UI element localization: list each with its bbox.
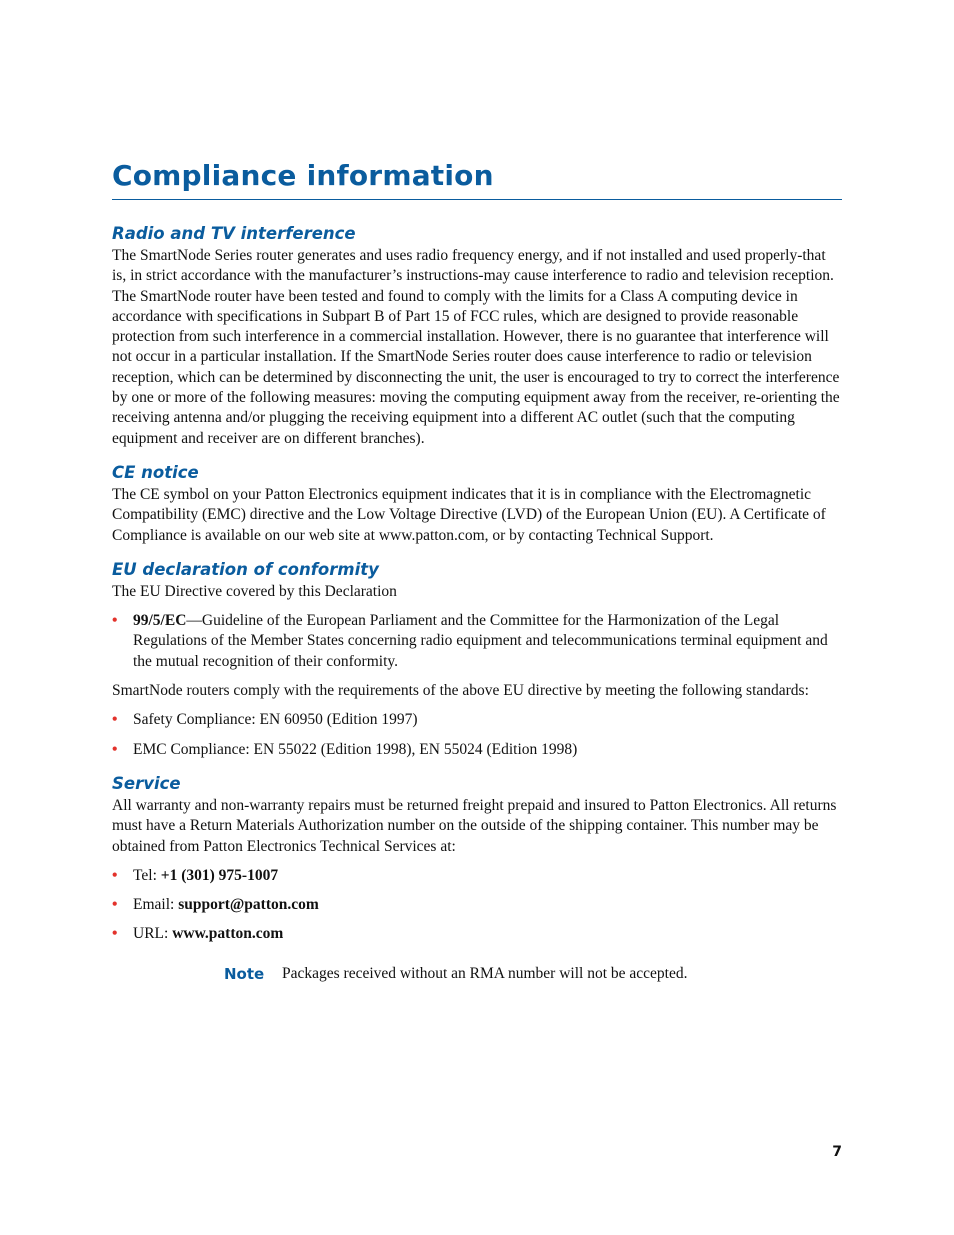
standard-text: Safety Compliance: EN 60950 (Edition 1997): [133, 711, 418, 729]
note: [224, 964, 842, 984]
section-heading: Radio and TV interference: [112, 224, 356, 243]
contact-tel: [112, 866, 842, 886]
contact-label: Email:: [133, 896, 179, 914]
directive-list: [112, 611, 842, 672]
section-service: [112, 772, 842, 984]
section-ce-notice: [112, 461, 842, 546]
list-item: [112, 740, 842, 760]
contact-value: www.patton.com: [172, 925, 284, 943]
section-paragraph: The SmartNode Series router generates and uses radio frequency energy, and if not installed and used properly-that is, in strict accordance with the manufacturer’s instructions-may cause interference to radio and television reception. The SmartNode router have been tested and found to comply with the limits for a Class A computing device in accordance with specifications in Subpart B of Part 15 of FCC rules, which are designed to provide reasonable protection from such interference in a commercial installation. However, there is no guarantee that interference will not occur in a particular installation. If the SmartNode Series router does cause interference to radio or television reception, which can be determined by disconnecting the unit, the user is encouraged to try to correct the interference by one or more of the following measures: moving the computing equipment away from the receiver, re-orienting the receiving antenna and/or plugging the receiving equipment into a different AC outlet (such that the computing equipment and receiver are on different branches).: [112, 247, 840, 447]
list-item: [112, 710, 842, 730]
title-rule: [112, 199, 842, 200]
section-heading: CE notice: [112, 462, 199, 482]
section-heading: Service: [112, 773, 181, 793]
section-radio-tv: [112, 222, 842, 449]
bullet-icon: •: [112, 740, 118, 758]
list-item: [112, 611, 842, 672]
section-eu-declaration: [112, 558, 842, 760]
bullet-icon: •: [112, 612, 118, 630]
directive-code: 99/5/EC: [133, 612, 187, 630]
contact-email: [112, 895, 842, 915]
bullet-icon: •: [112, 711, 118, 729]
content: [112, 222, 842, 996]
page-title: Compliance information: [112, 159, 494, 192]
directive-text: —Guideline of the European Parliament and the Committee for the Harmonization of the Legal Regulations of the Member States concerning radio equipment and telecommunications terminal equipment and the mutual recognition of their conformity.: [133, 612, 828, 670]
bullet-icon: •: [112, 896, 118, 914]
section-paragraph: The CE symbol on your Patton Electronics equipment indicates that it is in compliance with the Electromagnetic Compatibility (EMC) directive and the Low Voltage Directive (LVD) of the European Union (EU). A Certificate of Compliance is available on our web site at www.patton.com, or by contacting Technical Support.: [112, 485, 826, 544]
contact-label: Tel:: [133, 866, 161, 884]
note-label: Note: [224, 964, 265, 983]
section-heading: EU declaration of conformity: [112, 559, 379, 579]
page-number: 7: [832, 1144, 842, 1160]
contact-value: +1 (301) 975-1007: [160, 866, 279, 884]
contact-url: [112, 924, 842, 944]
standards-list: [112, 710, 842, 760]
contact-value: support@patton.com: [178, 896, 319, 914]
section-paragraph: All warranty and non-warranty repairs must be returned freight prepaid and insured to Patton Electronics. All returns must have a Return Materials Authorization number on the outside of the shipping container. This number may be obtained from Patton Electronics Technical Services at:: [112, 796, 837, 855]
directive-intro: The EU Directive covered by this Declaration: [112, 582, 397, 600]
contact-list: [112, 866, 842, 945]
bullet-icon: •: [112, 866, 118, 884]
standard-text: EMC Compliance: EN 55022 (Edition 1998), EN 55024 (Edition 1998): [133, 740, 578, 758]
bullet-icon: •: [112, 925, 118, 943]
comply-text: SmartNode routers comply with the requirements of the above EU directive by meeting the following standards:: [112, 682, 809, 700]
note-text: Packages received without an RMA number will not be accepted.: [282, 964, 688, 982]
contact-label: URL:: [133, 925, 173, 943]
